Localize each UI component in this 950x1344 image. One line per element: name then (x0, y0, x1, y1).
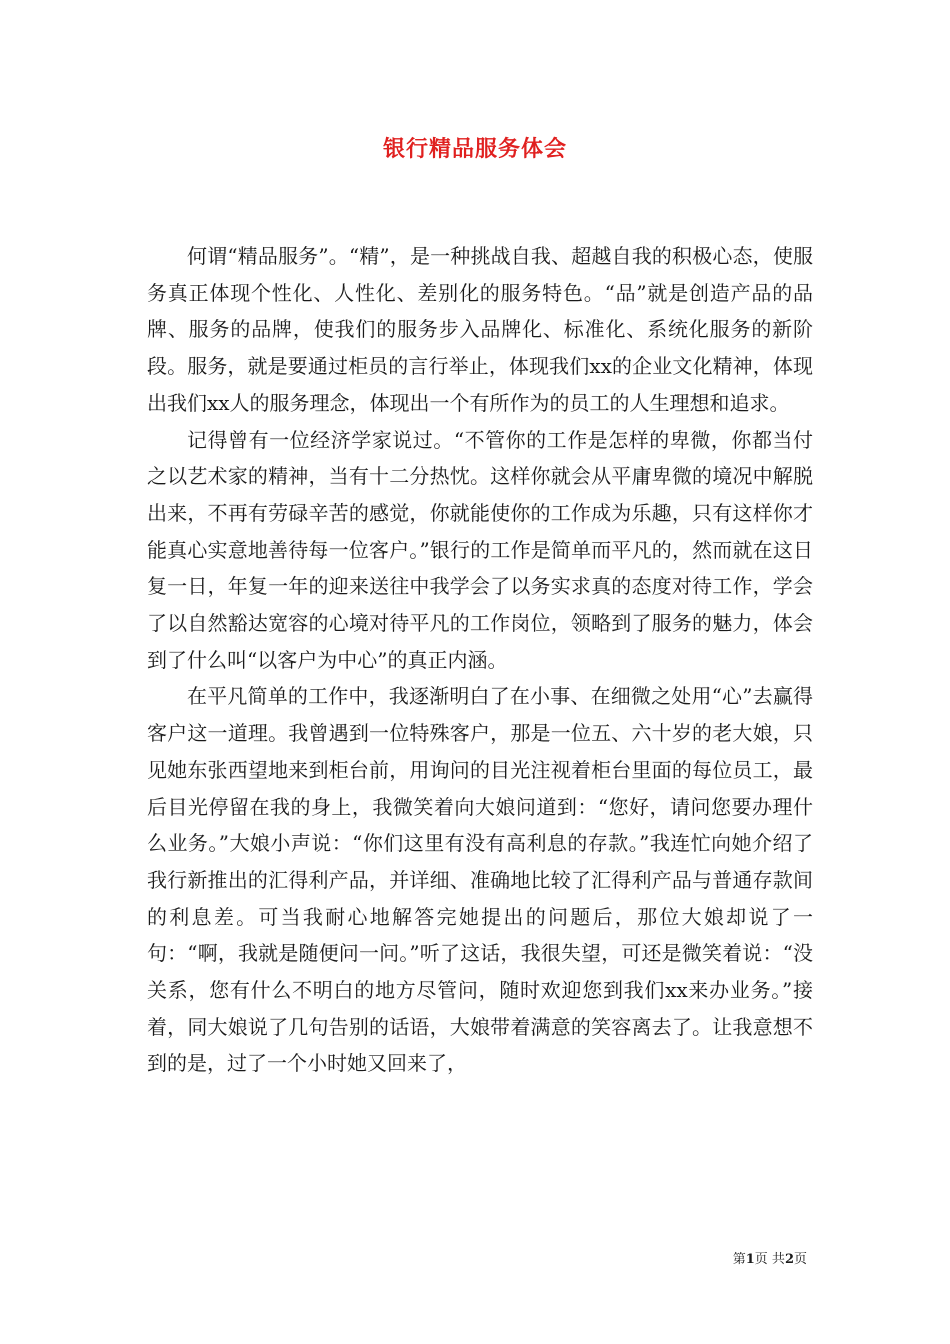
footer-suffix: 页 (793, 1252, 807, 1267)
paragraph-2: 记得曾有一位经济学家说过。“不管你的工作是怎样的卑微，你都当付之以艺术家的精神，当有十二分热忱。这样你就会从平庸卑微的境况中解脱出来，不再有劳碌辛苦的感觉，你就能使你的工作成为乐趣，只有这样你才能真心实意地善待每一位客户。”银行的工作是简单而平凡的，然而就在这日复一日，年复一年的迎来送往中我学会了以务实求真的态度对待工作，学会了以自然豁达宽容的心境对待平凡的工作岗位，领略到了服务的魅力，体会到了什么叫“以客户为中心”的真正内涵。 (147, 427, 813, 672)
document-title: 银行精品服务体会 (382, 136, 567, 162)
footer-prefix: 第 (732, 1252, 746, 1267)
page-number-footer (733, 1248, 807, 1267)
footer-total-pages: 2 (784, 1252, 794, 1267)
document-body (147, 238, 813, 1082)
paragraph-3: 在平凡简单的工作中，我逐渐明白了在小事、在细微之处用“心”去赢得客户这一道理。我曾遇到一位特殊客户，那是一位五、六十岁的老大娘，只见她东张西望地来到柜台前，用询问的目光注视着柜台里面的每位员工，最后目光停留在我的身上，我微笑着向大娘问道到：“您好，请问您要办理什么业务。”大娘小声说：“你们这里有没有高利息的存款。”我连忙向她介绍了我行新推出的汇得利产品，并详细、准确地比较了汇得利产品与普通存款间的利息差。可当我耐心地解答完她提出的问题后，那位大娘却说了一句：“啊，我就是随便问一问。”听了这话，我很失望，可还是微笑着说：“没关系，您有什么不明白的地方尽管问，随时欢迎您到我们xx来办业务。”接着，同大娘说了几句告别的话语，大娘带着满意的笑容离去了。让我意想不到的是，过了一个小时她又回来了， (147, 684, 813, 1076)
footer-middle: 页 共 (754, 1252, 785, 1267)
footer-current-page: 1 (745, 1252, 755, 1267)
paragraph-1: 何谓“精品服务”。“精”，是一种挑战自我、超越自我的积极心态，使服务真正体现个性化、人性化、差别化的服务特色。“品”就是创造产品的品牌、服务的品牌，使我们的服务步入品牌化、标准化、系统化服务的新阶段。服务，就是要通过柜员的言行举止，体现我们xx的企业文化精神，体现出我们xx人的服务理念，体现出一个有所作为的员工的人生理想和追求。 (147, 244, 813, 415)
